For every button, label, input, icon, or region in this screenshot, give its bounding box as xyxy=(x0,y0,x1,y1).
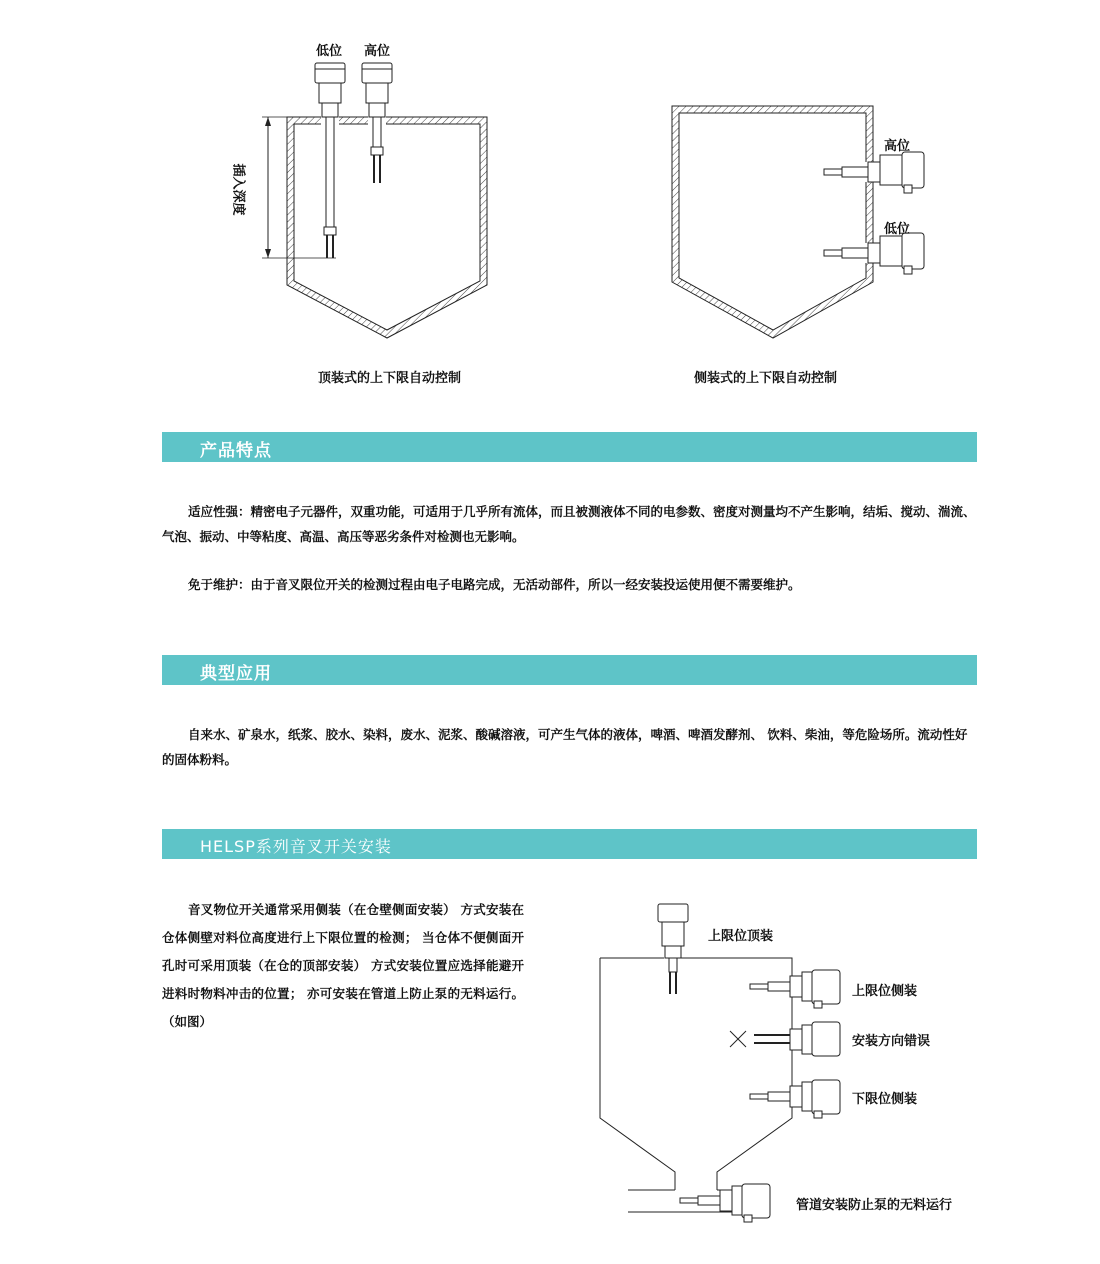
caption-side-mount: 侧装式的上下限自动控制 xyxy=(694,371,838,386)
label-side-low: 低位 xyxy=(884,222,911,237)
section-title-applications: 典型应用 xyxy=(200,664,272,684)
label-lower-side-install: 下限位侧装 xyxy=(852,1092,918,1107)
section-title-installation: HELSP系列音叉开关安装 xyxy=(200,837,392,856)
label-top-install: 上限位顶装 xyxy=(708,929,774,944)
label-upper-side-install: 上限位侧装 xyxy=(852,984,918,999)
caption-top-mount: 顶装式的上下限自动控制 xyxy=(318,371,462,386)
installation-paragraph: 音叉物位开关通常采用侧装（在仓壁侧面安装） 方式安装在仓体侧壁对料位高度进行上下限位置的检测； 当仓体不便侧面开孔时可采用顶装（在仓的顶部安装） 方式安装位置应选择能避开进料时物料冲击的位置； 亦可安装在管道上防止泵的无料运行。（如图） xyxy=(162,902,524,1029)
label-low: 低位 xyxy=(316,44,343,59)
install-upper-side-sensor xyxy=(750,970,840,1008)
install-pipe-sensor xyxy=(680,1184,770,1222)
label-insertion-depth: 插入深度 xyxy=(230,163,246,216)
install-wrong-direction-sensor xyxy=(730,1022,840,1056)
label-wrong-direction: 安装方向错误 xyxy=(852,1034,931,1049)
features-paragraph-adaptability: 适应性强：精密电子元器件，双重功能，可适用于几乎所有流体，而且被测液体不同的电参数、密度对测量均不产生影响，结垢、搅动、湍流、气泡、振动、中等粘度、高温、高压等恶劣条件对检测也无影响。 xyxy=(162,504,976,544)
label-high: 高位 xyxy=(364,44,391,59)
install-top-sensor xyxy=(658,904,688,994)
label-pipe-install: 管道安装防止泵的无料运行 xyxy=(796,1198,953,1213)
features-paragraph-maintenance: 免于维护：由于音叉限位开关的检测过程由电子电路完成，无活动部件，所以一经安装投运使用便不需要维护。 xyxy=(188,577,801,592)
applications-paragraph: 自来水、矿泉水，纸浆、胶水、染料，废水、泥浆、酸碱溶液，可产生气体的液体，啤酒、啤酒发酵剂、 饮料、柴油，等危险场所。流动性好的固体粉料。 xyxy=(162,727,968,767)
section-title-features: 产品特点 xyxy=(200,441,272,461)
install-lower-side-sensor xyxy=(750,1080,840,1118)
label-side-high: 高位 xyxy=(884,139,911,154)
